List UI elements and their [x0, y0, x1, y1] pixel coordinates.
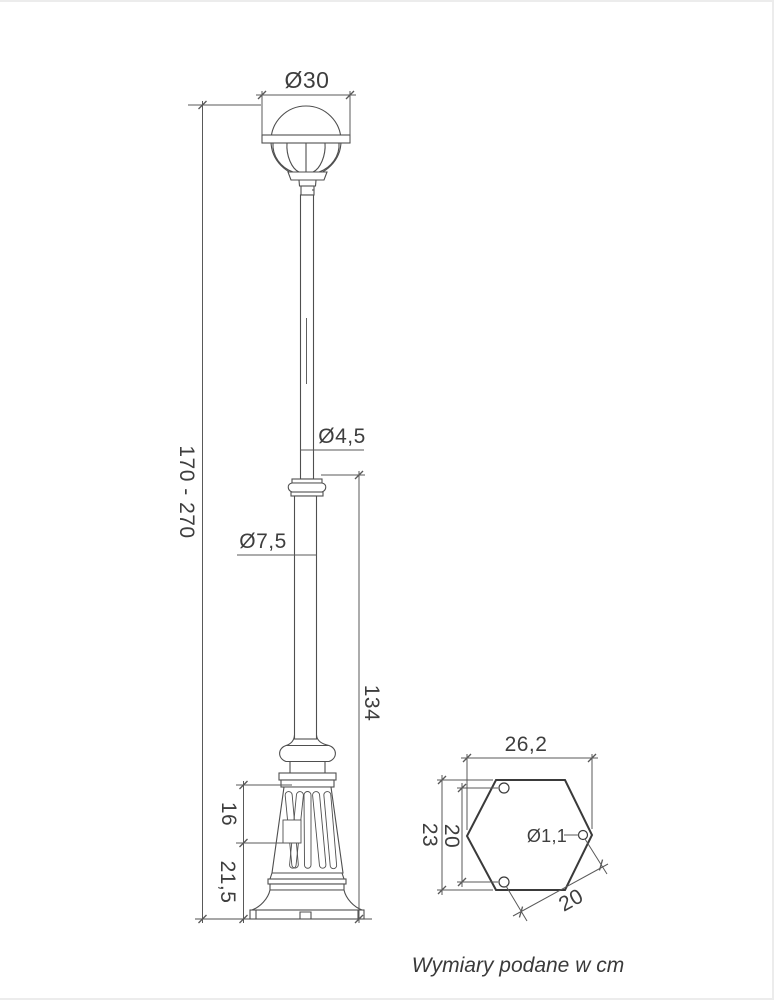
label-globe-diameter: Ø30 — [284, 67, 330, 93]
lamp-dimensions — [188, 91, 365, 923]
pole-joint-collar — [288, 479, 326, 496]
label-base-upper-height: 16 — [217, 801, 240, 827]
dim-globe-diameter — [256, 91, 356, 142]
label-hole-spacing-vertical: 20 — [440, 823, 463, 849]
label-total-height: 170 - 270 — [175, 445, 198, 539]
label-plate-height: 23 — [418, 822, 441, 848]
lamp-post-front-view — [195, 106, 372, 919]
base-lower-bands — [268, 873, 346, 890]
label-plate-width: 26,2 — [504, 733, 548, 756]
label-upper-pole-diameter: Ø4,5 — [318, 425, 366, 448]
lower-pole — [295, 496, 317, 739]
lamp-neck — [299, 180, 316, 195]
base-inspection-door — [283, 820, 301, 843]
base-neck — [290, 762, 325, 774]
label-hole-spacing-diagonal: 20 — [555, 884, 588, 917]
upper-pole — [301, 195, 314, 479]
lamp-post-technical-drawing — [0, 2, 774, 1000]
label-lower-pole-diameter: Ø7,5 — [239, 530, 287, 553]
base-vase — [280, 746, 336, 762]
label-base-lower-height: 21,5 — [216, 860, 239, 904]
bolt-hole-right — [579, 831, 588, 840]
label-lower-section-height: 134 — [360, 684, 383, 722]
units-note: Wymiary podane w cm — [411, 954, 625, 977]
bolt-hole-bottom — [499, 877, 509, 887]
label-hole-diameter: Ø1,1 — [526, 826, 568, 846]
bolt-hole-top — [499, 783, 509, 793]
globe-collar — [288, 172, 327, 180]
base-foot-plate — [250, 910, 364, 919]
base-bell — [252, 890, 362, 910]
globe-band — [262, 135, 350, 143]
